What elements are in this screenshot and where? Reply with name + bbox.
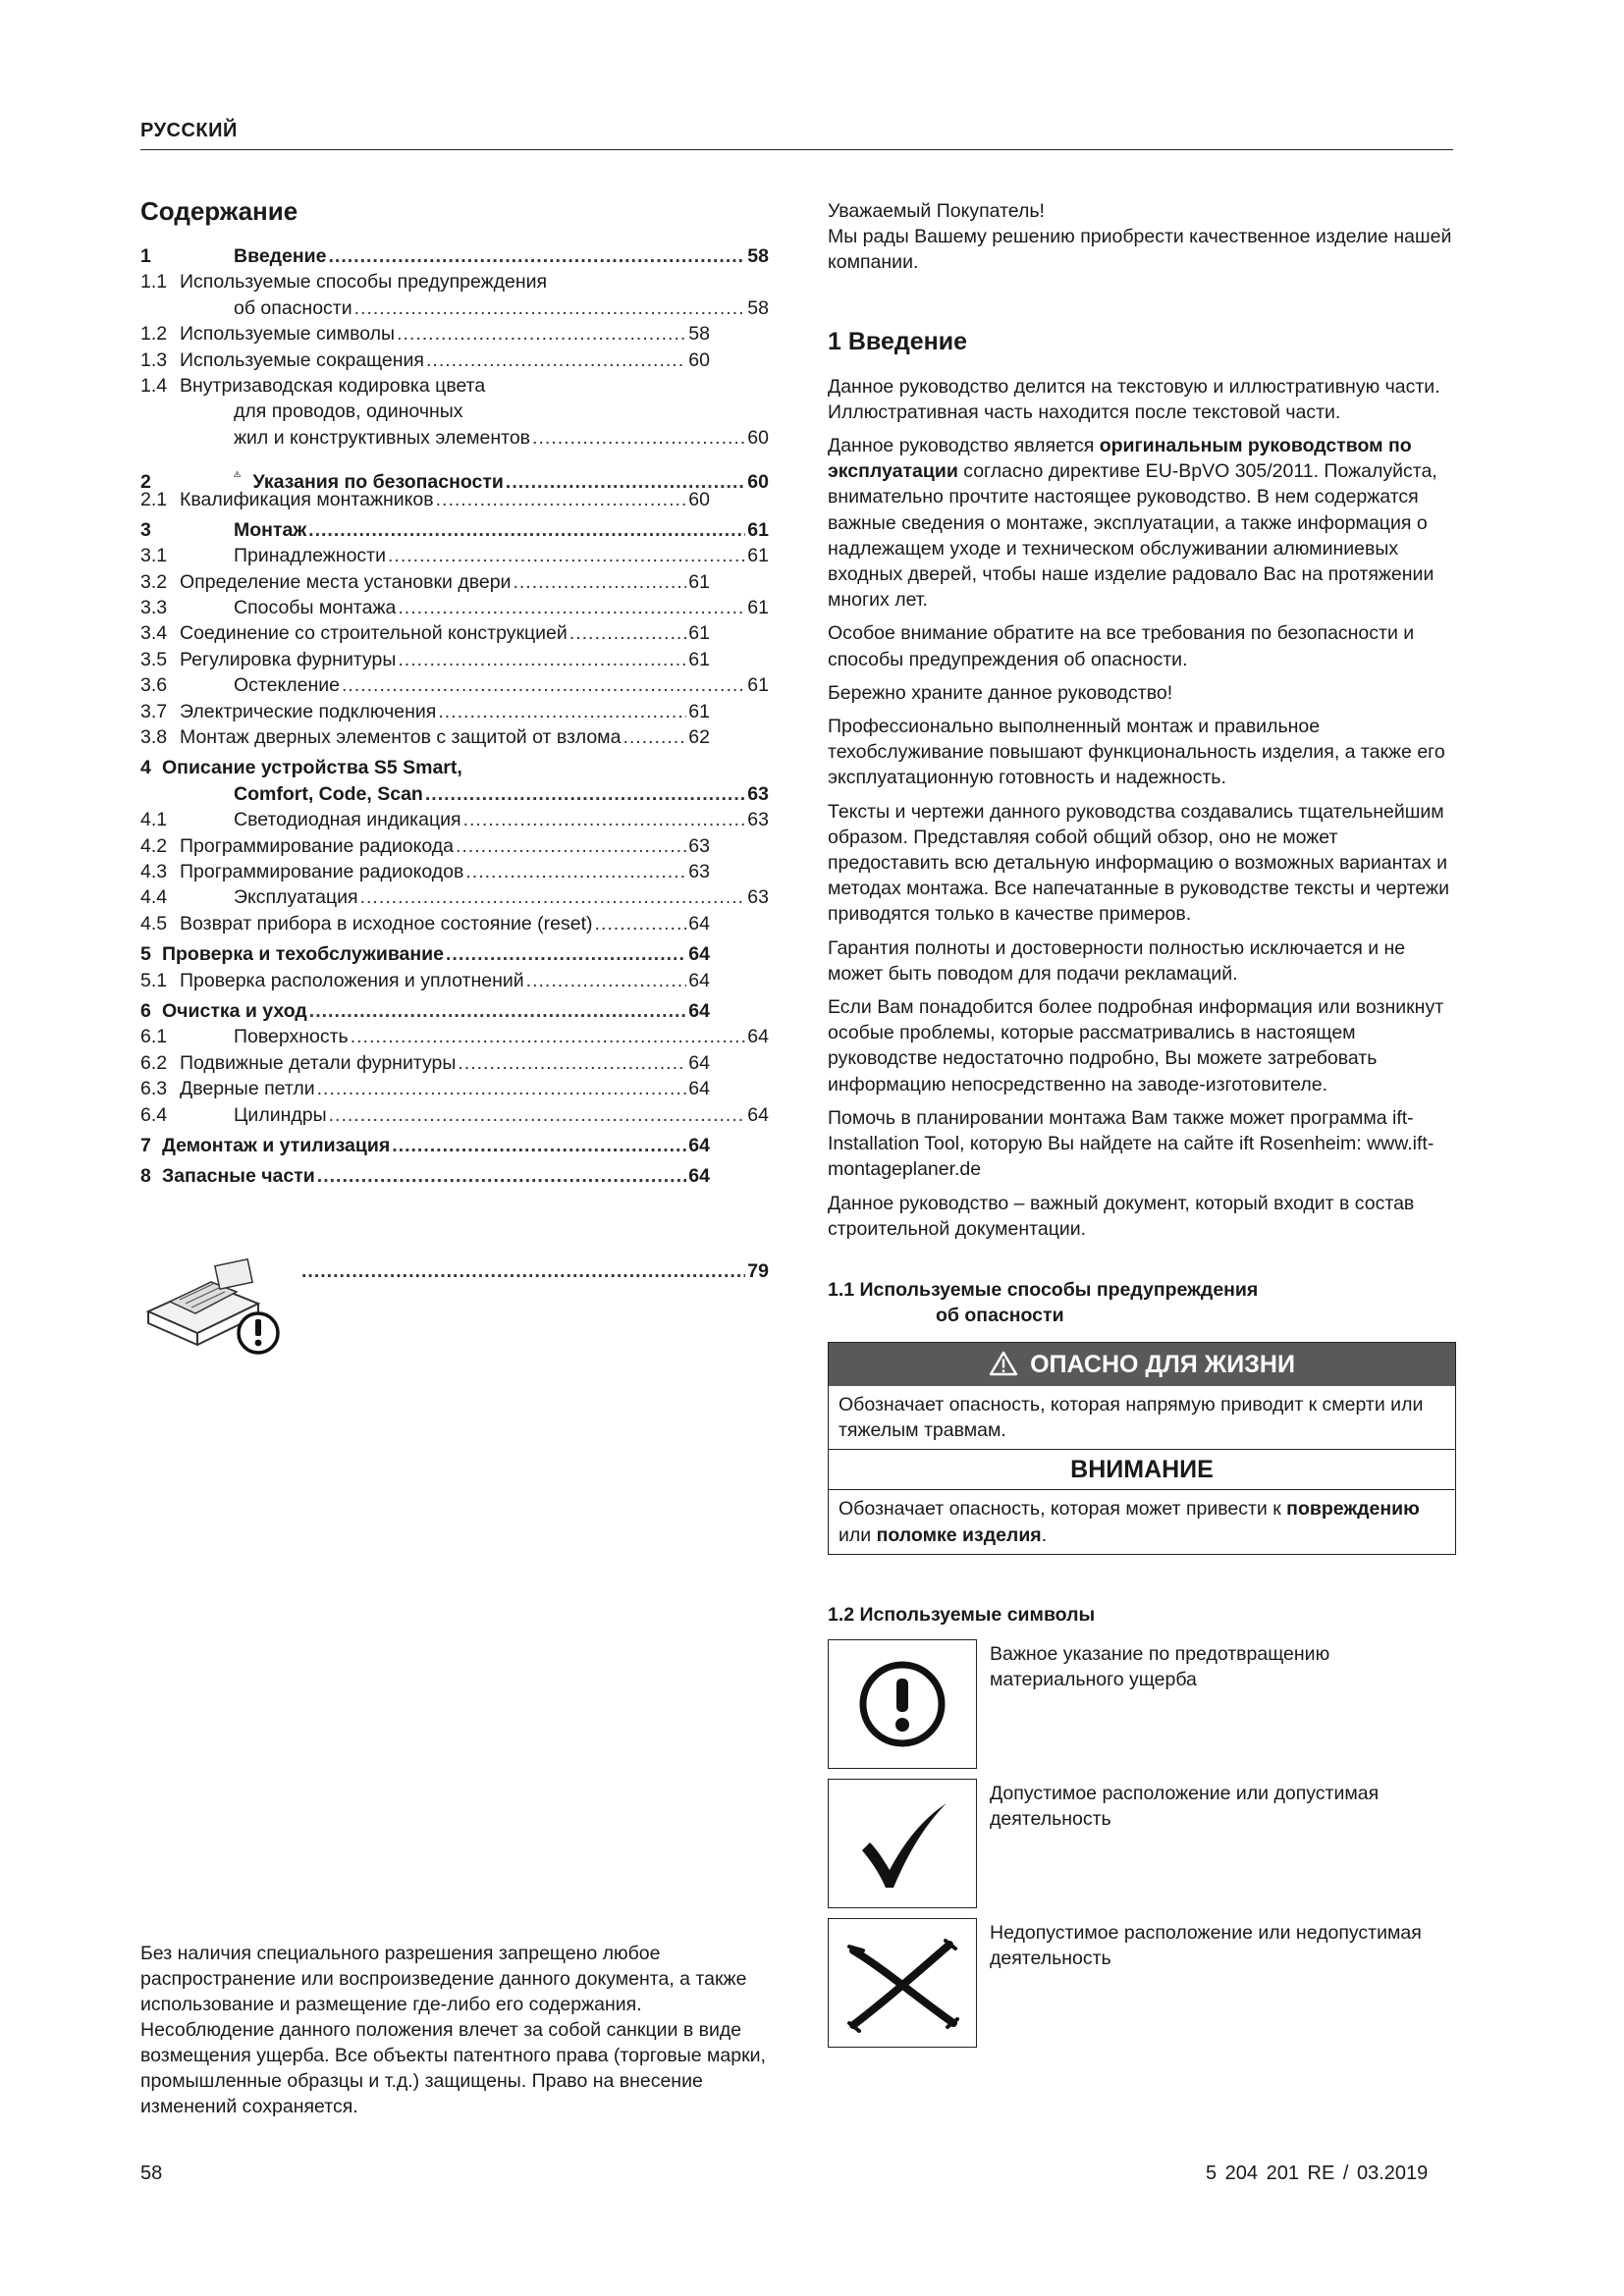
toc-page: 60 <box>688 488 710 510</box>
toc-entry-1-3[interactable] <box>140 347 769 373</box>
danger-header <box>829 1343 1455 1386</box>
toc-page: 63 <box>747 809 769 831</box>
toc-num: 4.1 <box>140 809 168 831</box>
toc-entry-1-1[interactable] <box>140 269 769 294</box>
toc-entry-5-1[interactable] <box>140 968 769 993</box>
symbol-box <box>828 1639 977 1769</box>
toc-text: Регулировка фурнитуры <box>180 648 397 670</box>
toc-leader <box>569 620 687 646</box>
toc-text: Запасные части <box>162 1165 315 1188</box>
hazard-levels-table <box>828 1342 1456 1555</box>
toc-text: Очистка и уход <box>162 999 307 1022</box>
toc-leader <box>351 1024 746 1049</box>
toc-num: 3 <box>140 518 151 541</box>
danger-title: ОПАСНО ДЛЯ ЖИЗНИ <box>1030 1350 1295 1378</box>
right-column <box>828 198 1456 2057</box>
toc-text: Внутризаводская кодировка цвета <box>180 374 486 397</box>
toc-entry-3-3[interactable] <box>140 595 769 620</box>
symbol-row <box>828 1639 1456 1769</box>
intro-paragraph: Помочь в планировании монтажа Вам также может программа ift-Installation Tool, которую Вы найдете на сайте ift Rosenheim: www.ift-montageplaner.de <box>828 1106 1435 1181</box>
toc-leader <box>436 487 687 512</box>
toc-entry-3-2[interactable] <box>140 569 769 595</box>
toc-entry-1-4[interactable] <box>140 373 769 399</box>
toc-leader <box>526 968 687 993</box>
toc-entry-4-4[interactable] <box>140 884 769 910</box>
toc-page: 60 <box>747 426 769 449</box>
toc-leader <box>329 1102 746 1128</box>
cross-icon <box>843 1929 961 2037</box>
toc-leader <box>425 781 745 807</box>
toc-page: 63 <box>747 782 769 805</box>
toc-entry-4-1[interactable] <box>140 807 769 832</box>
toc-entry-5[interactable] <box>140 941 769 967</box>
toc-text: Подвижные детали фурнитуры <box>180 1051 457 1074</box>
toc-page: 58 <box>688 323 710 346</box>
intro-paragraph: Особое внимание обратите на все требования по безопасности и способы предупреждения об опасности. <box>828 622 1415 670</box>
toc-leader <box>595 911 687 936</box>
greeting <box>828 198 1456 276</box>
toc-leader <box>392 1133 686 1158</box>
toc-num: 1 <box>140 245 151 267</box>
toc-leader <box>360 884 746 910</box>
toc-text: Монтаж <box>234 518 307 541</box>
toc-entry-2-1[interactable] <box>140 487 769 512</box>
toc-entry-8[interactable] <box>140 1163 769 1189</box>
warning-triangle-icon <box>989 1351 1018 1376</box>
toc-entry-3[interactable] <box>140 517 769 543</box>
toc-text: Описание устройства S5 Smart, <box>162 757 462 779</box>
toc-text: Цилиндры <box>234 1103 327 1126</box>
toc-text: Способы монтажа <box>234 597 397 619</box>
symbol-description: Важное указание по предотвращению материального ущерба <box>990 1642 1330 1691</box>
toc-num: 3.8 <box>140 726 168 749</box>
toc-page: 61 <box>688 700 710 722</box>
toc-num: 4.5 <box>140 912 168 934</box>
toc-entry-7[interactable] <box>140 1133 769 1158</box>
toc-leader <box>317 1163 687 1189</box>
toc-page: 64 <box>688 1078 710 1100</box>
illustrated-manual-icon <box>140 1255 293 1362</box>
toc-page: 60 <box>688 348 710 371</box>
toc-leader <box>329 243 746 269</box>
text-run-bold: повреждению <box>1286 1498 1420 1521</box>
caution-description <box>829 1490 1455 1553</box>
toc-entry-6[interactable] <box>140 998 769 1024</box>
toc-leader <box>397 321 686 347</box>
toc-entry-3-8[interactable] <box>140 724 769 750</box>
legal-notice: Без наличия специального разрешения запрещено любое распространение или воспроизведение данного документа, а также использование и размещение где-либо его содержания. Несоблюдение данного положения влечет за собой санкции в виде возмещения ущерба. Все объекты патентного права (торговые марки, промышленные образцы и т.д.) защищены. Право на внесение изменений сохраняется. <box>140 1943 766 2117</box>
toc-text: Используемые сокращения <box>180 348 424 371</box>
language-label: РУССКИЙ <box>140 120 238 141</box>
toc-num: 3.1 <box>140 545 168 567</box>
toc-leader <box>388 543 745 568</box>
toc-page: 61 <box>747 674 769 697</box>
toc-num: 4.3 <box>140 860 168 882</box>
toc-text: для проводов, одиночных <box>234 400 463 423</box>
toc-entry-2[interactable] <box>140 460 769 494</box>
toc-entry-6-4[interactable] <box>140 1102 769 1128</box>
toc-entry-1-4-cont2[interactable] <box>140 425 769 451</box>
toc-leader <box>301 1260 745 1283</box>
toc-page: 63 <box>747 886 769 909</box>
toc-entry-1-4-cont1[interactable] <box>140 399 769 424</box>
text-run-bold: поломке изделия <box>876 1523 1042 1546</box>
toc-leader <box>398 647 686 672</box>
toc-page: 58 <box>747 296 769 319</box>
toc-page: 61 <box>747 597 769 619</box>
toc-entry-3-7[interactable] <box>140 699 769 724</box>
intro-paragraph: Тексты и чертежи данного руководства создавались тщательнейшим образом. Представляя собой общий обзор, оно не может предоставить всю детальную информацию о возможных вариантах и методах монтажа. Все напечатанные в руководстве тексты и чертежи приводятся только в качестве примеров. <box>828 800 1449 926</box>
text-run-bold: оригинальным руководством по эксплуатации <box>828 435 1412 483</box>
toc-num: 3.5 <box>140 648 168 670</box>
toc-leader <box>513 569 686 595</box>
toc-leader <box>623 724 686 750</box>
caution-header: ВНИМАНИЕ <box>829 1450 1455 1490</box>
toc-entry-1[interactable] <box>140 243 769 269</box>
warning-triangle-icon <box>234 460 241 488</box>
toc-leader <box>309 998 687 1024</box>
greeting-line-2: Мы рады Вашему решению приобрести качественное изделие нашей компании. <box>828 226 1452 274</box>
toc-text: Возврат прибора в исходное состояние (reset) <box>180 912 593 934</box>
toc-leader <box>342 672 745 698</box>
table-of-contents <box>140 243 769 1190</box>
toc-num: 1.1 <box>140 271 168 294</box>
intro-paragraph: Бережно храните данное руководство! <box>828 681 1173 704</box>
toc-entry-3-5[interactable] <box>140 647 769 672</box>
toc-text: Принадлежности <box>234 545 386 567</box>
intro-paragraph <box>828 433 1456 613</box>
heading-line: об опасности <box>936 1304 1064 1326</box>
greeting-line-1: Уважаемый Покупатель! <box>828 200 1045 222</box>
toc-entry-3-4[interactable] <box>140 620 769 646</box>
toc-leader <box>317 1076 687 1101</box>
toc-text: Электрические подключения <box>180 700 437 722</box>
toc-page: 61 <box>688 648 710 670</box>
toc-text: Квалификация монтажников <box>180 488 434 510</box>
toc-leader <box>465 859 686 884</box>
toc-text: Монтаж дверных элементов с защитой от взлома <box>180 726 622 749</box>
symbol-box <box>828 1779 977 1908</box>
toc-page: 63 <box>688 860 710 882</box>
text-run: Обозначает опасность, которая может привести к <box>839 1498 1287 1521</box>
toc-text: Светодиодная индикация <box>234 809 461 831</box>
toc-leader <box>354 295 746 321</box>
toc-illustration-entry[interactable] <box>299 1260 769 1283</box>
toc-num: 4.2 <box>140 834 168 857</box>
toc-text: Дверные петли <box>180 1078 315 1100</box>
intro-paragraph: Если Вам понадобится более подробная информация или возникнут особые проблемы, которые рассматривались в настоящем руководстве недостаточно подробно, Вы можете затребовать информацию непосредственно на заводе-изготовителе. <box>828 996 1444 1095</box>
toc-num: 1.3 <box>140 348 168 371</box>
toc-entry-1-1-cont[interactable] <box>140 295 769 321</box>
toc-text: Comfort, Code, Scan <box>234 782 423 805</box>
toc-num: 1.4 <box>140 374 168 397</box>
symbol-description: Недопустимое расположение или недопустимая деятельность <box>990 1921 1422 1970</box>
toc-num: 6.2 <box>140 1051 168 1074</box>
toc-text: Проверка и техобслуживание <box>162 943 445 966</box>
toc-text: жил и конструктивных элементов <box>234 426 531 449</box>
toc-page: 62 <box>688 726 710 749</box>
toc-text: Эксплуатация <box>234 886 358 909</box>
toc-leader <box>438 699 686 724</box>
toc-page: 63 <box>688 834 710 857</box>
toc-num: 6.3 <box>140 1078 168 1100</box>
checkmark-icon <box>848 1789 956 1897</box>
toc-title: Содержание <box>140 196 298 226</box>
toc-entry-4-5[interactable] <box>140 911 769 936</box>
toc-page: 60 <box>747 471 769 494</box>
heading-line: 1.1 Используемые способы предупреждения <box>828 1278 1259 1301</box>
toc-leader <box>532 425 745 451</box>
toc-num: 5 <box>140 943 151 966</box>
toc-num: 1.2 <box>140 323 168 346</box>
text-run: . <box>1041 1523 1048 1546</box>
toc-text: Используемые способы предупреждения <box>180 271 548 294</box>
toc-leader <box>426 347 686 373</box>
toc-page: 58 <box>747 245 769 267</box>
toc-page: 64 <box>688 912 710 934</box>
toc-entry-3-1[interactable] <box>140 543 769 568</box>
toc-entry-6-3[interactable] <box>140 1076 769 1101</box>
toc-page: 64 <box>688 999 710 1022</box>
toc-num: 2.1 <box>140 488 168 510</box>
toc-page: 64 <box>688 943 710 966</box>
toc-leader <box>398 595 745 620</box>
toc-leader <box>456 833 686 859</box>
toc-entry-4-3[interactable] <box>140 859 769 884</box>
toc-text: Указания по безопасности <box>252 471 504 494</box>
toc-num: 3.7 <box>140 700 168 722</box>
intro-paragraph: Профессионально выполненный монтаж и правильное техобслуживание повышают функциональность изделия, а также его эксплуатационную готовность и надежность. <box>828 716 1445 789</box>
intro-paragraph: Данное руководство делится на текстовую и иллюстративную части. Иллюстративная часть находится после текстовой части. <box>828 375 1440 423</box>
toc-leader <box>446 941 686 967</box>
toc-entry-6-2[interactable] <box>140 1050 769 1076</box>
section-1-2-heading: 1.2 Используемые символы <box>828 1603 1096 1626</box>
section-1-1-heading <box>828 1277 1456 1328</box>
toc-num: 6.4 <box>140 1103 168 1126</box>
toc-num: 3.6 <box>140 674 168 697</box>
toc-text: Определение места установки двери <box>180 570 512 593</box>
text-run: согласно директиве EU-BpVO 305/2011. Пожалуйста, внимательно прочтите настоящее руководство. В нем содержатся важные сведения о монтаже, эксплуатации, а также информация о надлежащем уходе и техническом обслуживании алюминиевых входных дверей, чтобы наше изделие радовало Вас на протяжении многих лет. <box>828 460 1437 612</box>
toc-text: Введение <box>234 245 327 267</box>
toc-entry-6-1[interactable] <box>140 1024 769 1049</box>
symbol-row <box>828 1918 1456 2048</box>
toc-num: 3.4 <box>140 622 168 645</box>
text-run: или <box>839 1523 877 1546</box>
toc-text: Демонтаж и утилизация <box>162 1134 391 1156</box>
toc-page: 64 <box>747 1026 769 1048</box>
header-rule <box>140 149 1453 150</box>
toc-entry-1-2[interactable] <box>140 321 769 347</box>
toc-leader <box>308 517 745 543</box>
toc-num: 2 <box>140 471 151 494</box>
toc-page: 64 <box>688 1134 710 1156</box>
toc-text: Используемые символы <box>180 323 396 346</box>
intro-paragraph: Гарантия полноты и достоверности полностью исключается и не может быть поводом для подачи рекламаций. <box>828 936 1406 985</box>
toc-leader <box>458 1050 686 1076</box>
danger-description: Обозначает опасность, которая напрямую приводит к смерти или тяжелым травмам. <box>829 1386 1455 1450</box>
toc-text: Соединение со строительной конструкцией <box>180 622 568 645</box>
toc-page: 61 <box>747 518 769 541</box>
toc-text: Программирование радиокодов <box>180 860 464 882</box>
toc-entry-4-2[interactable] <box>140 833 769 859</box>
toc-num: 4.4 <box>140 886 168 909</box>
toc-text: Остекление <box>234 674 340 697</box>
toc-num: 4 <box>140 757 151 779</box>
symbol-description: Допустимое расположение или допустимая деятельность <box>990 1782 1380 1831</box>
toc-text: Поверхность <box>234 1026 349 1048</box>
toc-entry-4-cont[interactable] <box>140 781 769 807</box>
toc-text: об опасности <box>234 296 352 319</box>
page-number: 58 <box>140 2163 163 2184</box>
toc-entry-3-6[interactable] <box>140 672 769 698</box>
text-run: Данное руководство является <box>828 435 1100 457</box>
toc-page: 64 <box>747 1103 769 1126</box>
intro-paragraph: Данное руководство – важный документ, который входит в состав строительной документации. <box>828 1192 1415 1240</box>
toc-num: 7 <box>140 1134 151 1156</box>
symbol-row <box>828 1779 1456 1908</box>
toc-num: 6 <box>140 999 151 1022</box>
exclamation-circle-icon <box>855 1657 949 1751</box>
toc-page: 64 <box>688 1165 710 1188</box>
toc-page: 64 <box>688 1051 710 1074</box>
toc-num: 6.1 <box>140 1026 168 1048</box>
toc-entry-4[interactable] <box>140 755 769 780</box>
symbol-box <box>828 1918 977 2048</box>
toc-page: 61 <box>747 545 769 567</box>
toc-page: 61 <box>688 622 710 645</box>
toc-page: 61 <box>688 570 710 593</box>
toc-num: 8 <box>140 1165 151 1188</box>
toc-page: 64 <box>688 969 710 991</box>
toc-num: 3.3 <box>140 597 168 619</box>
section-1-heading: 1 Введение <box>828 327 967 355</box>
document-code: 5 204 201 RE / 03.2019 <box>1206 2163 1429 2184</box>
toc-text: Проверка расположения и уплотнений <box>180 969 524 991</box>
toc-num: 3.2 <box>140 570 168 593</box>
toc-leader <box>463 807 746 832</box>
toc-text: Программирование радиокода <box>180 834 455 857</box>
toc-page: 79 <box>747 1260 769 1282</box>
toc-num: 5.1 <box>140 969 168 991</box>
